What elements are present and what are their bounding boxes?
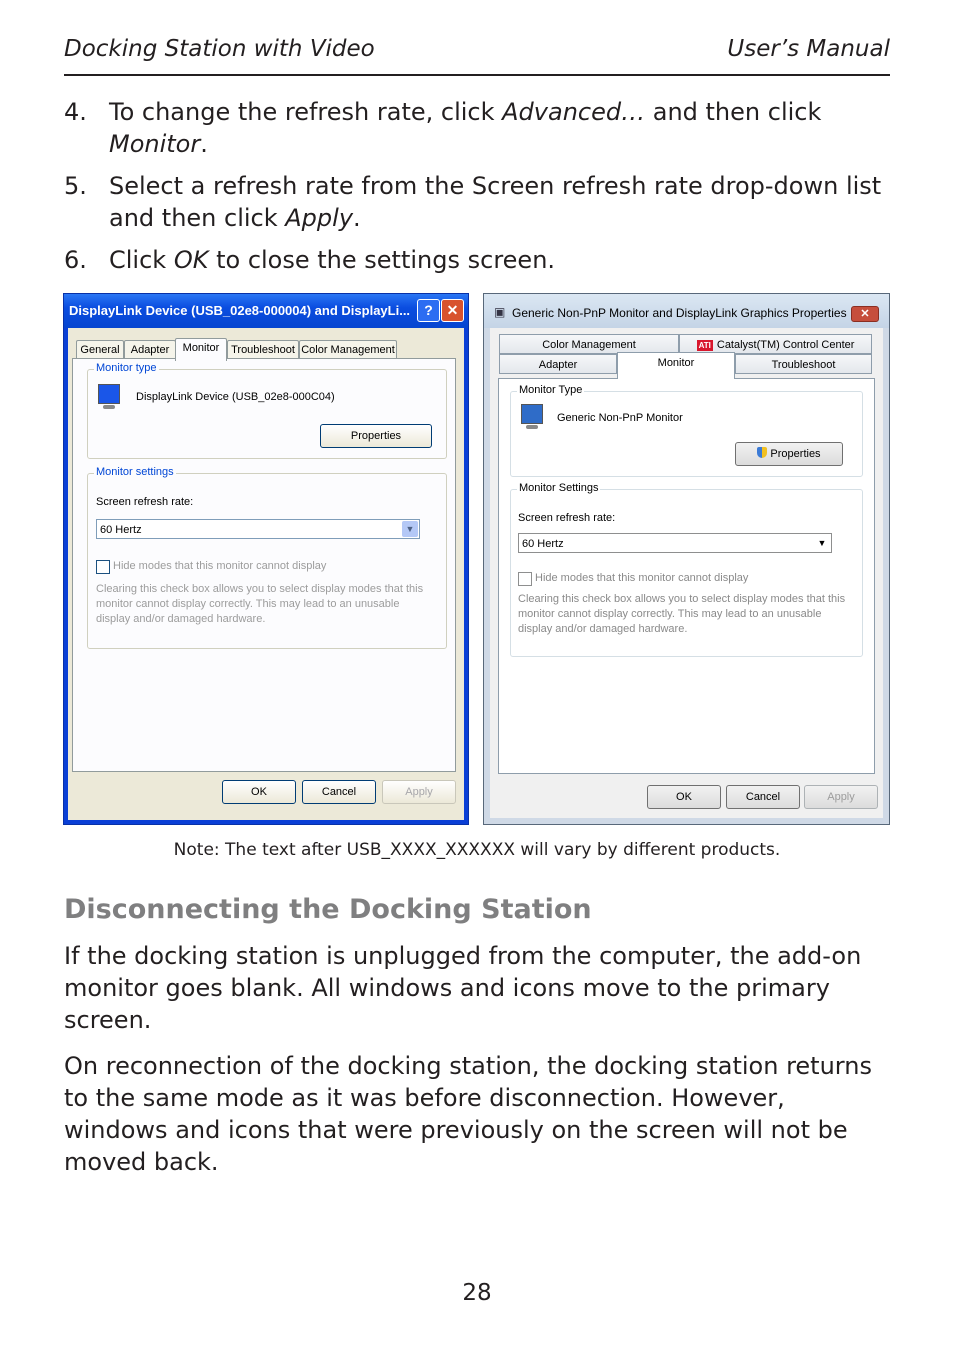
step-text: . [353,204,361,232]
tab-troubleshoot[interactable]: Troubleshoot [735,354,872,374]
xp-dialog-body [68,328,464,820]
xp-monitor-panel [72,358,456,772]
ok-button[interactable]: OK [647,785,721,809]
section-title: Disconnecting the Docking Station [64,894,592,925]
refresh-rate-select[interactable] [96,519,420,539]
step-text: and then click [645,98,822,126]
vista-properties-dialog [483,293,890,825]
close-button[interactable]: ✕ [441,299,464,322]
header-manual: User’s Manual [727,36,890,62]
step-emphasis: Monitor [109,130,201,158]
cancel-button[interactable]: Cancel [726,785,800,809]
apply-button[interactable]: Apply [382,780,456,804]
hide-modes-label: Hide modes that this monitor cannot display [113,560,327,572]
monitor-name: DisplayLink Device (USB_02e8-000C04) [136,391,335,403]
page-number: 28 [462,1280,492,1306]
cancel-button[interactable]: Cancel [302,780,376,804]
tab-color-management[interactable]: Color Management [499,334,679,354]
tab-adapter[interactable]: Adapter [124,340,176,359]
step-5 [64,170,890,234]
monitor-icon [98,384,120,410]
step-number: 4. [64,98,87,126]
page-header [64,34,890,76]
hide-modes-checkbox[interactable] [96,560,110,574]
tab-catalyst-control-center[interactable] [679,334,872,354]
step-number: 6. [64,246,87,274]
step-4 [64,96,890,160]
screenshot-note: Note: The text after USB_XXXX_XXXXXX will vary by different products. [173,840,781,860]
steps-list [64,96,890,286]
tab-color-management[interactable]: Color Management [299,340,397,359]
xp-title-bar [64,294,468,328]
monitor-type-group [87,362,447,459]
xp-dialog-title: DisplayLink Device (USB_02e8-000004) and DisplayLi... [69,303,411,318]
group-label: Monitor settings [96,466,174,478]
group-label: Monitor Type [519,384,583,396]
step-number: 5. [64,172,87,200]
apply-button[interactable]: Apply [804,785,878,809]
vista-monitor-panel [498,378,875,774]
paragraph: If the docking station is unplugged from the computer, the add-on monitor goes blank. All windows and icons move to the primary screen. [64,942,862,1034]
monitor-settings-group [510,482,863,657]
step-text: . [200,130,208,158]
step-emphasis: Advanced… [502,98,646,126]
refresh-rate-label: Screen refresh rate: [518,512,616,524]
tab-monitor[interactable]: Monitor [175,338,227,361]
warning-text: Clearing this check box allows you to select display modes that this monitor cannot display correctly. This may lead to an unusable display and/or damaged hardware. [518,593,846,635]
warning-text: Clearing this check box allows you to select display modes that this monitor cannot display correctly. This may lead to an unusable display and/or damaged hardware. [96,583,424,625]
xp-properties-dialog [63,293,469,825]
step-emphasis: Apply [285,204,354,232]
tab-adapter[interactable]: Adapter [499,354,617,374]
step-emphasis: OK [173,246,209,274]
group-label: Monitor type [96,362,157,374]
header-title: Docking Station with Video [64,36,375,62]
ok-button[interactable]: OK [222,780,296,804]
tab-monitor[interactable]: Monitor [617,352,735,379]
properties-button[interactable] [735,442,843,466]
close-button[interactable]: ✕ [851,306,879,322]
tab-general[interactable]: General [76,340,124,359]
shield-icon [757,447,767,458]
refresh-rate-label: Screen refresh rate: [96,496,194,508]
step-text: Select a refresh rate from the Screen refresh rate drop-down list and then click [109,172,882,232]
refresh-rate-value: 60 Hertz [100,524,142,536]
step-6 [64,244,890,276]
step-text: Click [109,246,174,274]
monitor-name: Generic Non-PnP Monitor [557,412,683,424]
step-text: To change the refresh rate, click [109,98,503,126]
chevron-down-icon: ▼ [817,538,827,548]
hide-modes-checkbox[interactable] [518,572,532,586]
refresh-rate-select[interactable] [518,533,832,553]
help-button[interactable]: ? [417,299,440,322]
step-text: to close the settings screen. [208,246,556,274]
monitor-type-group [510,384,863,477]
ati-logo-icon: ATI [698,341,711,350]
vista-dialog-title: Generic Non-PnP Monitor and DisplayLink Graphics Properties [512,306,847,320]
chevron-down-icon: ▼ [402,521,418,537]
vista-title-bar [484,294,889,328]
display-icon: ▣ [494,305,506,319]
refresh-rate-value: 60 Hertz [522,538,564,550]
button-label: Properties [770,448,821,460]
monitor-icon [521,404,543,430]
paragraph: On reconnection of the docking station, the docking station returns to the same mode as it was before disconnection. However, windows and icons that were previously on the screen will not be moved back. [64,1052,872,1176]
monitor-settings-group [87,466,447,649]
group-label: Monitor Settings [519,482,599,494]
properties-button[interactable]: Properties [320,424,432,448]
tab-label: Catalyst(TM) Control Center [716,339,855,351]
hide-modes-label: Hide modes that this monitor cannot display [535,572,749,584]
vista-dialog-body [490,328,883,818]
tab-troubleshoot[interactable]: Troubleshoot [227,340,299,359]
